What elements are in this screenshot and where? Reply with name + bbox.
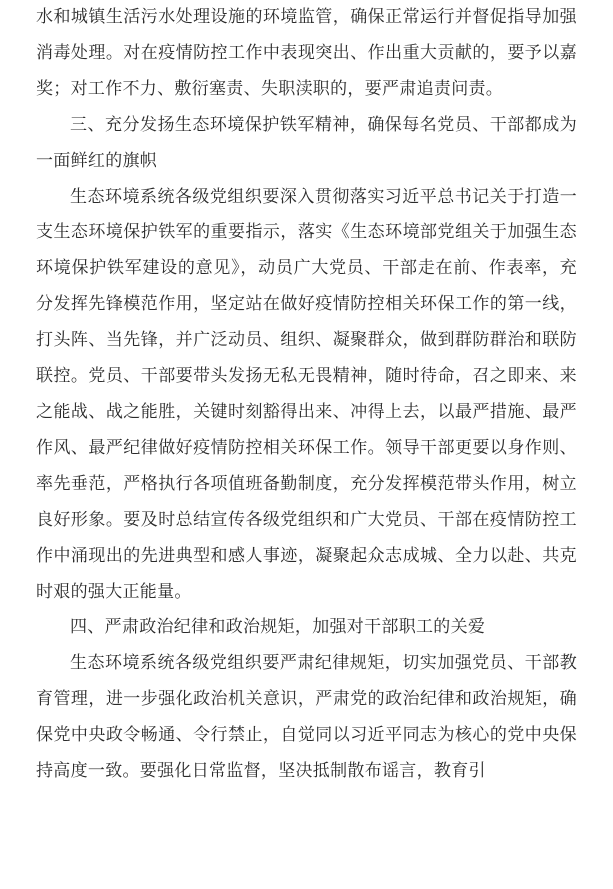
document-page [36,0,577,790]
paragraph-section-four-body: 生态环境系统各级党组织要严肃纪律规矩，切实加强党员、干部教育管理，进一步强化政治机关意识，严肃党的政治纪律和政治规矩，确保党中央政令畅通、令行禁止，自觉同以习近平同志为核心的党中央保持高度一致。要强化日常监督，坚决抵制散布谣言，教育引 [36,653,577,782]
section-heading-four: 四、严肃政治纪律和政治规矩，加强对干部职工的关爱 [70,617,486,638]
section-heading-three: 三、充分发扬生态环境保护铁军精神，确保每名党员、干部都成为一面鲜红的旗帜 [36,114,577,171]
paragraph-continuation: 水和城镇生活污水处理设施的环境监管，确保正常运行并督促指导加强消毒处理。对在疫情防控工作中表现突出、作出重大贡献的，要予以嘉奖；对工作不力、敷衍塞责、失职渎职的，要严肃追责问责。 [36,7,577,99]
paragraph-section-three-body: 生态环境系统各级党组织要深入贯彻落实习近平总书记关于打造一支生态环境保护铁军的重要指示，落实《生态环境部党组关于加强生态环境保护铁军建设的意见》，动员广大党员、干部走在前、作表率，充分发挥先锋模范作用，坚定站在做好疫情防控相关环保工作的第一线，打头阵、当先锋，并广泛动员、组织、凝聚群众，做到群防群治和联防联控。党员、干部要带头发扬无私无畏精神，随时待命，召之即来、来之能战、战之能胜，关键时刻豁得出来、冲得上去，以最严措施、最严作风、最严纪律做好疫情防控相关环保工作。领导干部更要以身作则、率先垂范，严格执行各项值班备勤制度，充分发挥模范带头作用，树立良好形象。要及时总结宣传各级党组织和广大党员、干部在疫情防控工作中涌现出的先进典型和感人事迹，凝聚起众志成城、全力以赴、共克时艰的强大正能量。 [36,186,577,602]
